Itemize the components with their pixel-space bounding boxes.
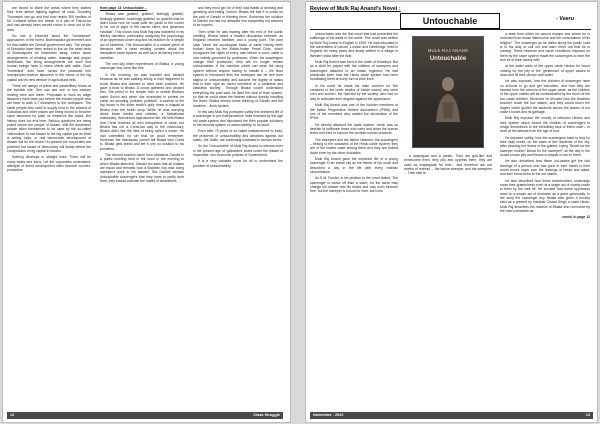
paragraph: a scapegoat and a pariah. They are god-like and benevolent even, they pity and oppress them, they are used as scapegoats for ever... and therefore are not worthy of redress ... the latrine sweeper, and the sweepers ... Their fate is... <box>404 154 492 176</box>
paragraph: Even after 75 years of so called independence to India, the problems of untouchability and atrocities against our caste– the Dalits, are continuing unabated in various forms. <box>193 129 283 142</box>
paragraph: He depicted vividly, how the scavengers have to beg for their daily bread, on the basis of the residents of the city, after cleaning the drains in the gutters, crying "Bread for the sweeper mother! Bread for the sweeper!" all the day in the house shows pity and throws a chapati or two to them. <box>500 135 590 157</box>
paragraph: It is a very valuable novel for all to understand the problem of untouchability. <box>193 159 283 168</box>
paragraph: at the water wells of the upper caste Hindus for hours craving for the pity of the 'gentleman' of upper castes to draw and fill their pitcher with water. <box>500 64 590 78</box>
continuation-heading: from page 13: Untouchable… <box>100 6 148 10</box>
paragraph: He also described how these out-castes get the foul leavings of a person who has gone in their hands in their round boxes Inops over the leavings of bread and salad, and then throw them to the out castes. <box>500 159 590 177</box>
paragraph: In the morning, he was insulted and abused because as he was walking along, a man happened to touch Bhaka and claimed to have been polluted. He gave a blow to Bhaka. A crowd gathered and abused him. The priest in the temple tried to molest Bhaka's sister Sohini and when she screamed in protest he came out shouting 'polluted, polluted!'. A woman of the big house in the silver smith's gully threw a chapati at Bhaka from the fourth story. While he was worrying about these insults and criticism, a Salvationist missionary, Hutchinson approached him. He tells Bhaka that Christ receives all men irrespective of caste, but Bhaka has not a Christ-ian way to the missionary. Bhaka didn't like the idea of being called a sinner. He had committed no sin that he could remember. Moreover the missionary cannot tell Bhaka who Christ is. Bhaka gets bored and left it one no solution to his problems. <box>100 72 184 151</box>
article-title: Untouchable <box>400 13 500 29</box>
author-byline: - Veeru <box>556 16 575 22</box>
paragraph: Nothing develops in straight lines. There will be many twists and turns. Let the corporates understand: attempts of linear development often become counter-productive. <box>7 155 91 173</box>
cover-figure-illustration <box>428 72 468 122</box>
issue-month: November - 2022 <box>313 413 344 417</box>
book-cover-image <box>412 36 484 148</box>
paragraph: Mulk Raj Anand was born in the caste of Kshatriya. But as a child he played with the children of sweepers and scavengers attached to an Indian regiment. He had practically seen how the Hindu caste system had been humiliating them at every turn of their lives. <box>310 60 398 82</box>
right-page-column-2 <box>404 32 492 410</box>
paragraph: Mulk Raj Anand was one of the founder members of the Indian Progressive Writers Association (IPWA) and one of the members who drafted the declaration of the IPWA. <box>310 103 398 121</box>
left-page-column-3 <box>193 6 283 410</box>
paragraph: Mulk Raj exposed the cruelty of orthodox Hindus and their system which forced the children of scavengers to resign themselves to the hereditary task of theirs craft – to work at the latrines from the age of four. <box>500 116 590 134</box>
paragraph: So the 'Untouchable' of Mulk Raj Anand is relevant even in the present age of 'globalized' world under the diktats of imperialist, neo economic policies of Government. <box>193 144 283 157</box>
cover-author: MULK RAJ ANAND <box>427 48 469 53</box>
paragraph: He also described how these downtrodden, underdogs show their gratefulness even at a single act of charity made to them by the well off. He showed how these oppressed react to a simple act of kindness as a grant generosity. In the story the scavenger boy Bhaka was given a hockey stick as a present by Havildar Charat Singh a caste Hindu. Mulk Raj describes the reaction of Bhaka who overcome by the man's kindness as <box>500 178 590 214</box>
paragraph: a state from which he cannot escape and where he is excluded from social intercourse and the consolations of his religion". The scavenger as he walks along the public road is to his duty to call out and warn them out that he is coming. These inhuman and harsh conditions imposed on them by the caste system made the scavengers to form the true lot of their misery with <box>500 32 590 63</box>
paragraph: are forced to leave the areas where they started their lives afresh fighting against all odds. Doubling Thomases can go and find how nearly 300 families of NC Kuhiarai where the afresh in a part of Fulusa-tar and had already been served notice to clear out of the area. <box>7 6 91 32</box>
title-rule <box>310 29 591 30</box>
page-number: 13 <box>585 413 590 417</box>
left-page-column-2 <box>100 6 184 410</box>
paragraph: Mulk Raj Anand gave the wretched life of a young scavenger in an Indian city as the theme of his novel and described a day in the life with every realistic circumstance. <box>310 156 398 174</box>
left-page <box>3 2 290 422</box>
right-page-column-3 <box>500 32 590 410</box>
paragraph: and they must get rid of their bad habits of drinking and gambling and eating Carrion. Bhaka felt that it is unfair on the part of Gandhi in blaming them. Somehow the solution of Gandhi too had not attracted him completely but seemed to be hopeful. <box>193 6 283 28</box>
paragraph: There are camps of police and paramilitary forces at the eviction site. One can see one or two tractors moving here and there. Proposals to work as wage labourers have been put before the evicted people who will have to walk 4-7 kilometers to the workplace. The same people who used to supply food to the citizens of Guwahati and other places are being forced to become slave labourers for palm oil emperors like Adani. But history does not end here. Serious questions are being posed before the people of Assam. Will the Assamese people allow themselves to be used by the so-called 'nationalists' to eat Assam to the big capital just as Modi is selling India, or real democratic development of Assam will be the future? At present the corporates are powerful but cause of democracy will finally defeat the conspiracies of big capital in Assam. <box>7 83 91 153</box>
page-number: 12 <box>10 413 15 417</box>
review-heading: Review of Mulk Raj Anand's Novel : <box>310 6 401 12</box>
paragraph: The sweepers and the latrine cleaners: the scavengers – belong to the outcastes of the Hindu caste system; they are of the lowest caste among them and they are looked down even by the other outcastes. <box>310 137 398 155</box>
left-page-footer <box>7 412 283 419</box>
left-page-column-1 <box>7 6 91 410</box>
right-page-column-1 <box>310 32 398 410</box>
magazine-title: Class Struggle <box>253 413 280 417</box>
paragraph: The one day bitter experiences of Bhaka, a young scavenger boy, were like this: <box>100 62 184 71</box>
paragraph: In this way Mulk Raj portrayed vividly the wretched life of a scavenger in pre-independence India excused by the age old caste-system and discussed the then popular solutions to the heinous system of untouchability, to no avail. <box>193 109 283 127</box>
paragraph: No one is informed about the "homestead" approaches of the forest. Brahmaputra government and for that matter the Central government also. The people of Dhubalar have been asked to live as the dead beds of Brahmaputra for kilometers away. Leave alone arrangements of drinking water, drainage and proper livelihoods, the living arrangements are such that human beings have to share sheds with cattle. Such "homeland" acts have turned the peasants into unemployed reserve labourers in the towns of the big capital and its new venture in agricultural field. <box>7 34 91 82</box>
paragraph: Then while he was leaving after the end of the public meeting, Bhaka heard a heated discussion between an England returned barrister, and a young poet. The poet says "since the sociological basis of caste having been broken down by the British-Indian Penal Code, which recognizes the rights of every man before a court, caste is now mainly governed by profession. When the scavengers change their profession, they will no longer remain untouchables. If the machine which can clear the dung system without anyone having to handle it – the flush system is introduced then the sweepers can be free from stigma of untouchability and assume the dignity of status that is their right as useful members of a casteless and classless society". Through Bhaka could't understand everything the poet said, he liked the idea of flush system, so that he could clean the latrines without directly handling the feces. Bhaka returns home thinking of Gandhi and the machine – flush system. <box>193 29 283 108</box>
paragraph: The second solution came from Mahatma Gandhi in a public meeting held in the town in the evening to which Bhaka attended. Gandhi too says that all Indians are equal and remarks how a Brahmin boy was doing sweeper's work in his ashram. But Gandhi advises untouchable scavengers that they have to purify their lives, they should cultivate the habits of cleanliness <box>100 153 184 184</box>
paragraph: He also exposed, how the children of scavenger have no schools to go and get education, and how they are banned from the schools of the upper caste, as the children of the upper castes will be contaminated by the touch of the low caste children. Moreover he showed how the teachers wouldn't teach the low castes, and they would touch the fingers which guided the students across the leaves of our caste's books and its garbage. <box>500 79 590 114</box>
paragraph: 'Bhaka was grateful, grateful, fealingly grateful, fealingly grateful, touchingly grateful, so grateful that he didn't know how he could walk ten yards to the corner to be out of sight of the barren client; and generous Havildar'. This shows how Mulk Raj was masterful in his literary narration, particularly analyzing the psychology of an oppressed under dog and his reaction for a simple act of kindness. The Untouchable is a master-piece of literature with a heart rending content about the dissipative caste system, as well as in its literary form of narration. <box>100 12 184 60</box>
right-page-footer <box>310 412 593 419</box>
cover-title: Untouchable <box>429 56 467 63</box>
paragraph: Untouchable was the first novel that had presented the sufferings of the dalits to the world. This novel was written by Mulk Raj Anand in English in 1935. He was educated in the universities of Lahore, London and Cambridge, lived in England for many years and finally settled in a village in Western India after the War. <box>310 32 398 58</box>
paragraph: As E.M. Forster, in his preface to the novel stated, "the scavenger is worse off than a slave, for the slave may change his master and his duties and may even become free, but the sweeper is bound for ever, born into <box>310 176 398 194</box>
paragraph: In his novel he made his main concern for 'the creatures in the lower depths of Indian society who were men and women, the rejected by the society, who had no way to articulate their anguish against the oppressors'. <box>310 83 398 101</box>
continued-note: contd. in page 12 <box>562 215 590 220</box>
paragraph: He directly attacked the caste system, which was so devilish to suffocate those who carry and clean the human feces and tried to expose the unclean human products. <box>310 122 398 136</box>
right-page <box>306 2 597 422</box>
